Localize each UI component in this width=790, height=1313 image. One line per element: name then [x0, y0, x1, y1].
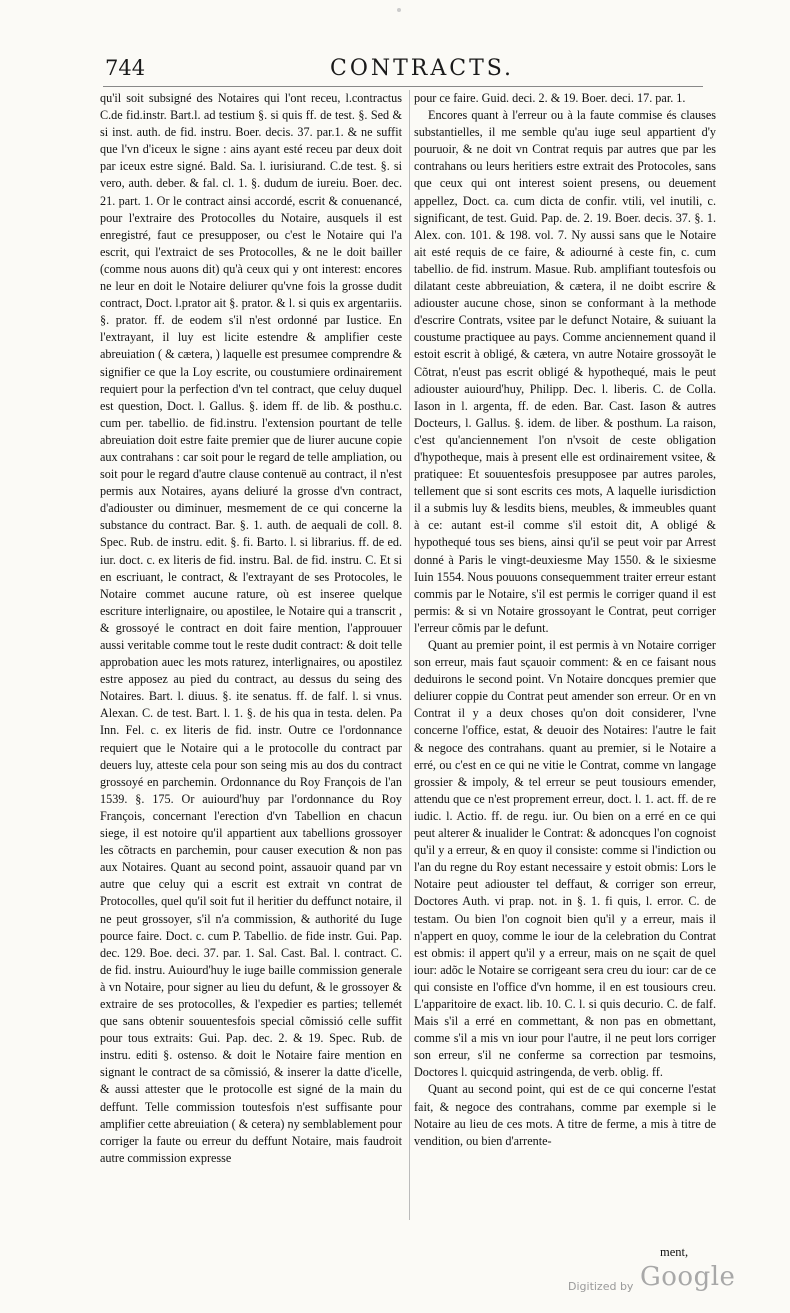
header-rule — [103, 86, 703, 87]
right-paragraph-3: Quant au second point, qui est de ce qui concerne l'estat fait, & negoce des contrahans, comme par exemple si le Notaire au lieu de ces mots. A titre de ferme, a mis à titre de vendition, ou bien d'arrente- — [414, 1082, 716, 1148]
right-paragraph-2: Quant au premier point, il est permis à vn Notaire corriger son erreur, mais faut sçauoir comment: & en ce faisant nous deduirons le second point. Vn Notaire doncques premier que deliurer coppie du Contrat peut amender son erreur. Or en vn Contrat il y a deux choses qu'on doit considerer, l'vne concerne l'office, estat, & deuoir des Notaires: l'autre le fait & negoce des contrahans. quant au premier, si le Notaire a erré, ou c'est en ce qui ne vitie le Contrat, comme vn langage grossier & impoly, & tel erreur se peut tousiours emender, attendu que ce n'est proprement erreur, doct. l. 1. act. ff. de re iudic. l. Actio. ff. de regu. iur. Ou bien on a erré en ce qui peut alterer & inualider le Contrat: & adoncques l'on cognoist qu'il y a erreur, & en quoy il consiste: comme si l'indiction ou l'an du regne du Roy estant necessaire y estoit obmis: Lors le Notaire peut adiouster tel deffaut, & corriger son erreur, Doctores Auth. vi prap. not. in §. 1. fi quis, l. error. C. de testam. Ou bien l'on cognoit bien qu'il y a erreur, mais il n'appert en quoy, comme le iour de la celebration du Contrat est obmis: il appert qu'il y a erreur, mais on ne sçait de quel iour: adõc le Notaire se corrigeant sera creu du iour: car de ce qui consiste en l'office d'vn homme, il en est tousiours creu. L'apparitoire de exact. lib. 10. C. l. si quis decurio. C. de falf. Mais s'il a erré en commettant, & non pas en obmettant, comme s'il a mis vn iour pour l'autre, il ne peut lors corriger son erreur, s'il ne conferme sa correction par tesmoins, Doctores l. quicquid astringenda, de verb. oblig. ff. — [414, 638, 716, 1080]
google-logo: Google — [640, 1262, 736, 1292]
right-paragraph-1: Encores quant à l'erreur ou à la faute commise és clauses substantielles, il me semble qu'au iuge seul appartient d'y pouruoir, & ne doit vn Contrat requis par autres que par les contrahans ou leurs heritiers estre extrait des Protocoles, sans que ceux qui ont interest soient presens, ou deuement appellez, Doct. ca. cum dicta de confir. vtili, vel inutili, c. significant, de test. Guid. Pap. de. 2. 19. Boer. decis. 37. §. 1. Alex. con. 101. & 198. vol. 7. Ny aussi sans que le Notaire ait esté requis de ce faire, & adiourné à ceste fin, c. cum tabellio. de fid. instrum. Masue. Rub. amplifiant toutesfois ou dilatant ceste abbreuiation, & cætera, il ne doibt escrire & adiouster aucune chose, sinon se conformant à la methode d'escrire Contrats, vsitee par le defunct Notaire, & suiuant la coustume practiquee au pays. Comme anciennement quand il estoit escrit à obligé, & cætera, vn autre Notaire grossoyãt le Cõtrat, n'eust pas escrit obligé & hypothequé, mais le peut adiouster auiourd'huy, Philipp. Dec. l. liberis. C. de Colla. Iason in l. argenta, ff. de eden. Bar. Cast. Iason & autres Docteurs, l. Gallus. §. idem. de liber. & posthum. La raison, c'est qu'anciennement l'on n'vsoit de ceste obligation d'hypotheque, mais à present elle est ordinairement vsitee, & pratiquee: Et souuentesfois presupposee par autres paroles, tellement que si sont escrits ces mots, A laquelle iurisdiction il a submis luy & lesdits biens, meubles, & immeubles quant à ce: autant est-il comme s'il estoit dit, A obligé & hypothequé tous ses biens, ainsi qu'il se peut voir par Arrest donné à Paris le vingt-deuxiesme May 1550. & le sixiesme Iuin 1554. Nous pouuons consequemment traiter erreur estant commis par le Notaire, s'il est permis le corriger quand il est permis: & si vn Notaire grossoyant le Contrat, peut corriger l'erreur cõmis par le defunt. — [414, 108, 716, 635]
catchword: ment, — [660, 1245, 689, 1259]
page-mark — [397, 8, 401, 12]
left-column — [100, 90, 402, 1228]
right-paragraph-continued: pour ce faire. Guid. deci. 2. & 19. Boer. deci. 17. par. 1. — [414, 91, 686, 105]
page-number: 744 — [105, 56, 146, 80]
column-gutter — [409, 90, 410, 1220]
digitized-by-text: Digitized by — [568, 1280, 634, 1293]
right-column — [414, 90, 716, 1228]
left-paragraph: qu'il soit subsigné des Notaires qui l'ont receu, l.contractus C.de fid.instr. Bart.l. ad testium §. si quis ff. de test. §. Sed & si inst. auth. de fid. instru. Boer. decis. 37. par.1. & ne suffit que l'vn d'iceux le signe : ains ayant esté receu par deux doit par iceux estre signé. Bald. Sa. l. iurisiurand. C.de test. §. si vero, auth. deber. & fal. cl. 1. §. dudum de iureiu. Boer. dec. 21. part. 1. Or le contract ainsi accordé, escrit & conuenancé, pour l'extraire des Protocolles du Notaire, ausquels il est enregistré, faut ce presupposer, ou c'est le Notaire qui l'a escrit, qui l'extraict de ses Protocolles, & ne le doit bailler (comme nous auons dit) qu'à ceux qui y ont interest: encores ne leur en doit le Notaire deliurer qu'vne fois la grosse dudit contract, Doct. l.prator ait §. prator. & l. si quis ex argentariis. §. prator. ff. de eodem s'il n'est ordonné par Iustice. En l'extrayant, il luy est licite estendre & amplifier ceste abreuiation ( & cætera, ) laquelle est presumee comprendre & signifier ce que la Loy escrite, ou coustumiere ordinairement requiert pour la perfection d'vn tel contract, que celuy duquel est question, Doct. l. Gallus. §. idem ff. de lib. & posthu.c. cum per. tabellio. de fid.instru. l'extension pourtant de telle abreuiation doit estre faite premier que de liurer aucune copie aux contrahans : car soit pour le regard de telle ampliation, ou soit pour le regard d'autre clause contenuë au contract, il n'est permis aux Notaires, ayans deliuré la grosse d'vn contract, d'adiouster ou diminuer, mesmement de ce qui concerne la substance du contract. Bar. §. 1. auth. de aequali de coll. 8. Spec. Rub. de instru. edit. §. fi. Barto. l. si librarius. ff. de ed. iur. doct. c. ex literis de fid. instru. Bal. de fid. instru. C. Et si en escriuant, le contract, & l'extrayant de ses Protocoles, le Notaire commet aucune rature, où est inseree quelque escriture interlignaire, ou apostilee, le Notaire qui a transcrit , & grossoyé le contract en doit faire mention, l'approuuer aussi veritable comme tout le reste dudit contract: & doit telle approbation auec les mots raturez, interlignaires, ou apostilez estre apposez au pied du contract, au dessus du seing des Notaires. Bart. l. diuus. §. ite senatus. ff. de falf. l. si vnus. Alexan. C. de test. Bart. l. 1. §. de his qua in testa. delen. Pa Inn. Fel. c. ex literis de fid. instr. Outre ce l'ordonnance requiert que le Notaire qui a le protocolle du contract par deuers luy, atteste cela pour son seing mis au dos du contract grossoyé en parchemin. Ordonnance du Roy François de l'an 1539. §. 175. Or auiourd'huy par l'ordonnance du Roy François, concernant l'erection d'vn Tabellion en chacun siege, il est notoire qu'il appartient aux tabellions grossoyer les cõtracts en parchemin, pour causer execution & non pas aux Notaires. Quant au second point, assauoir quand par vn autre que celuy qui a escrit est extrait vn contrat de Protocolles, quel qu'il soit fut il heritier du deffunct notaire, il ne peut grossoyer, s'il n'a commission, & authorité du Iuge pource faire. Doct. c. cum P. Tabellio. de fide instr. Gui. Pap. dec. 129. Boe. deci. 37. par. 1. Sal. Cast. Bal. l. contract. C. de fid. instru. Auiourd'huy le iuge baille commission generale à vn Notaire, pour signer au lieu du defunt, & le grossoyer & extraire de ses protocolles, & l'expedier es parties; tellemét que sans obtenir souuentesfois special cõmissió celle suffit pour tous extraits: Gui. Pap. dec. 2. & 19. Spec. Rub. de instru. editi §. ostenso. & doit le Notaire faire mention en signant le contract de sa cõmissió, & inserer la datte d'icelle, & aussi attester que le protocolle est signé de la main du deffunt. Telle commission toutesfois n'est suffisante pour amplifier cette abreuiation ( & cetera) ny semblablement pour corriger la faute ou erreur du deffunt Notaire, mais faudroit autre commission expresse — [100, 91, 402, 1165]
page-header — [0, 56, 790, 86]
running-head: CONTRACTS. — [330, 56, 515, 81]
